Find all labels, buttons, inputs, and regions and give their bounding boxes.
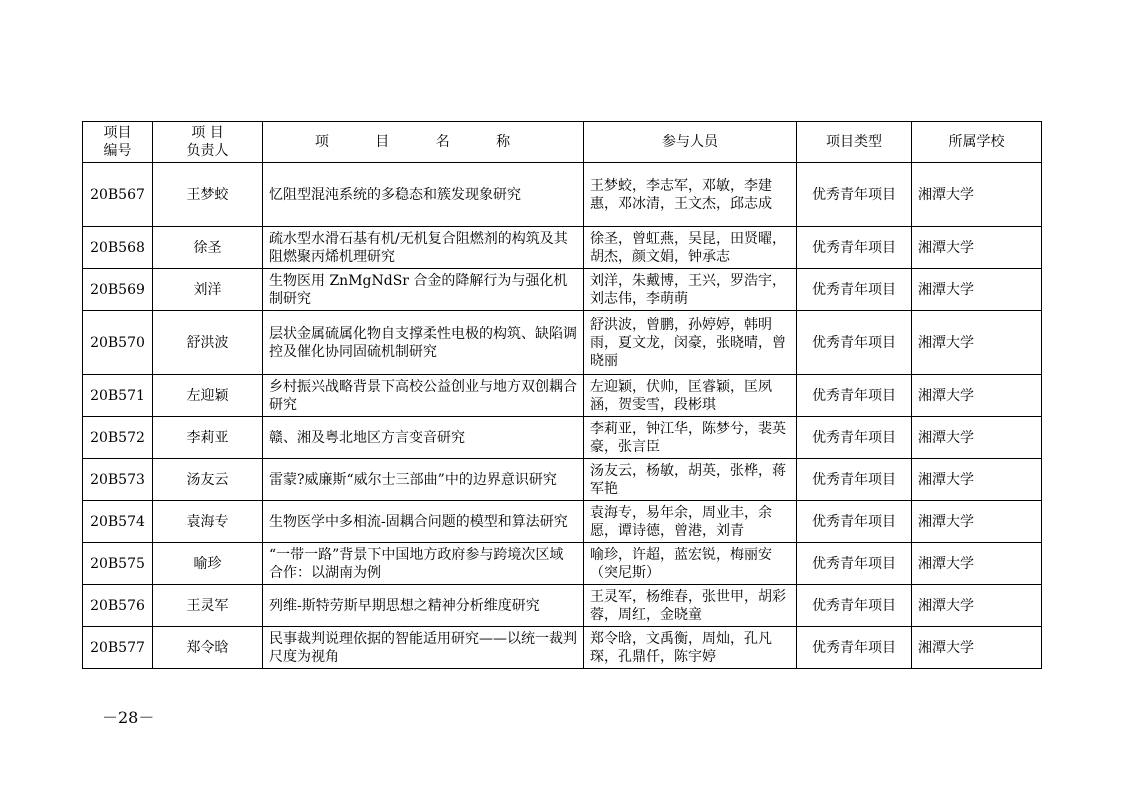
project-table [82,121,1042,669]
project-members: 王梦蛟，李志军，邓敏，李建惠，邓冰清，王文杰，邱志成 [584,163,797,227]
project-leader: 左迎颖 [153,375,263,417]
project-type: 优秀青年项目 [797,543,912,585]
table-row [83,227,1042,269]
project-school: 湘潭大学 [912,585,1042,627]
project-name: 赣、湘及粤北地区方言变音研究 [263,417,584,459]
project-type: 优秀青年项目 [797,501,912,543]
project-school: 湘潭大学 [912,163,1042,227]
project-members: 喻珍，许超，蓝宏锐，梅丽安（突尼斯） [584,543,797,585]
project-school: 湘潭大学 [912,501,1042,543]
project-type: 优秀青年项目 [797,375,912,417]
project-name: 生物医用 ZnMgNdSr 合金的降解行为与强化机制研究 [263,269,584,311]
project-name: 疏水型水滑石基有机/无机复合阻燃剂的构筑及其阻燃聚丙烯机理研究 [263,227,584,269]
table-row [83,627,1042,669]
project-leader: 王灵军 [153,585,263,627]
table-header-row [83,122,1042,163]
table-row [83,375,1042,417]
project-name: 忆阻型混沌系统的多稳态和簇发现象研究 [263,163,584,227]
header-leader: 项 目 负责人 [153,122,263,163]
header-members: 参与人员 [584,122,797,163]
project-type: 优秀青年项目 [797,227,912,269]
table-row [83,417,1042,459]
project-code: 20B574 [83,501,153,543]
project-type: 优秀青年项目 [797,311,912,375]
project-type: 优秀青年项目 [797,459,912,501]
project-members: 郑令晗，文禹衡，周灿，孔凡琛，孔鼎仟，陈宇婷 [584,627,797,669]
project-leader: 喻珍 [153,543,263,585]
project-leader: 李莉亚 [153,417,263,459]
project-members: 左迎颖，伏帅，匡睿颖，匡夙涵，贺雯雪，段彬琪 [584,375,797,417]
project-name: 雷蒙?威廉斯“威尔士三部曲”中的边界意识研究 [263,459,584,501]
project-name: 层状金属硫属化物自支撑柔性电极的构筑、缺陷调控及催化协同固硫机制研究 [263,311,584,375]
table-row [83,585,1042,627]
project-school: 湘潭大学 [912,627,1042,669]
project-code: 20B576 [83,585,153,627]
project-name: “一带一路”背景下中国地方政府参与跨境次区域合作：以湖南为例 [263,543,584,585]
project-school: 湘潭大学 [912,311,1042,375]
project-school: 湘潭大学 [912,543,1042,585]
table-row [83,459,1042,501]
project-code: 20B568 [83,227,153,269]
header-school: 所属学校 [912,122,1042,163]
project-name: 生物医学中多相流-固耦合问题的模型和算法研究 [263,501,584,543]
table-row [83,543,1042,585]
project-members: 舒洪波，曾鹏，孙婷婷，韩明雨，夏文龙，闵豪，张晓晴，曾晓丽 [584,311,797,375]
project-members: 徐圣，曾虹燕，吴昆，田贤曜，胡杰，颜文娟，钟承志 [584,227,797,269]
project-type: 优秀青年项目 [797,163,912,227]
project-leader: 徐圣 [153,227,263,269]
table-row [83,311,1042,375]
project-code: 20B571 [83,375,153,417]
header-code: 项目 编号 [83,122,153,163]
project-leader: 刘洋 [153,269,263,311]
project-leader: 王梦蛟 [153,163,263,227]
project-leader: 袁海专 [153,501,263,543]
project-leader: 汤友云 [153,459,263,501]
project-code: 20B572 [83,417,153,459]
project-school: 湘潭大学 [912,417,1042,459]
project-type: 优秀青年项目 [797,417,912,459]
project-name: 列维-斯特劳斯早期思想之精神分析维度研究 [263,585,584,627]
project-code: 20B573 [83,459,153,501]
project-members: 王灵军，杨维春，张世甲，胡彩蓉，周红，金晓童 [584,585,797,627]
table-row [83,501,1042,543]
project-type: 优秀青年项目 [797,269,912,311]
project-school: 湘潭大学 [912,227,1042,269]
project-leader: 郑令晗 [153,627,263,669]
header-project-name: 项 目 名 称 [263,122,584,163]
project-code: 20B577 [83,627,153,669]
project-school: 湘潭大学 [912,375,1042,417]
table-row [83,163,1042,227]
header-type: 项目类型 [797,122,912,163]
project-type: 优秀青年项目 [797,585,912,627]
project-code: 20B569 [83,269,153,311]
project-name: 民事裁判说理依据的智能适用研究——以统一裁判尺度为视角 [263,627,584,669]
project-code: 20B570 [83,311,153,375]
page-number: －28－ [102,708,155,727]
project-school: 湘潭大学 [912,269,1042,311]
table-row [83,269,1042,311]
project-school: 湘潭大学 [912,459,1042,501]
project-code: 20B575 [83,543,153,585]
project-type: 优秀青年项目 [797,627,912,669]
project-code: 20B567 [83,163,153,227]
project-leader: 舒洪波 [153,311,263,375]
project-members: 汤友云，杨敏，胡英，张桦，蒋军艳 [584,459,797,501]
project-members: 袁海专，易年余，周业丰，余愿，谭诗德，曾港，刘青 [584,501,797,543]
project-members: 刘洋，朱戴博，王兴，罗浩宇，刘志伟，李萌萌 [584,269,797,311]
project-members: 李莉亚，钟江华，陈梦兮，裴英豪，张言臣 [584,417,797,459]
project-name: 乡村振兴战略背景下高校公益创业与地方双创耦合研究 [263,375,584,417]
